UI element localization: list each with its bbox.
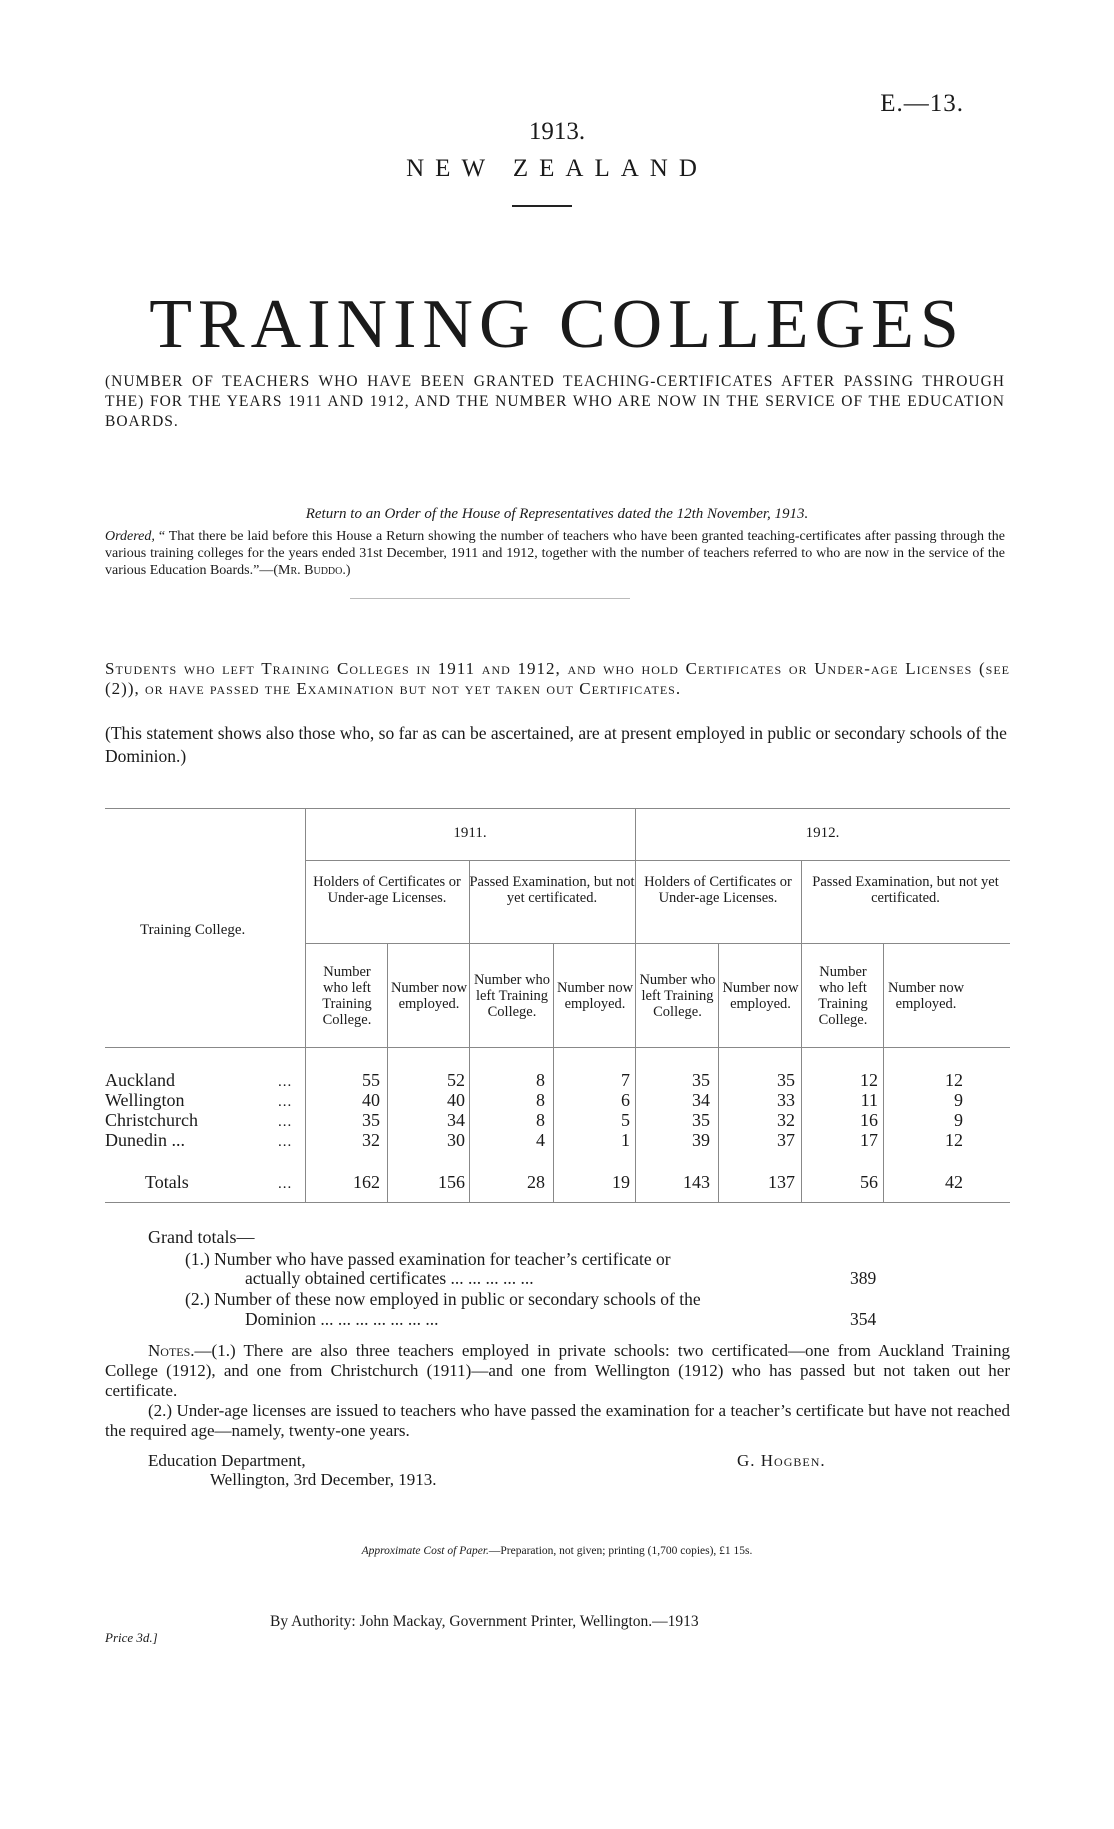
col-divider-group3 bbox=[801, 860, 802, 1202]
col-divider-sub1 bbox=[387, 943, 388, 1202]
group-header: Passed Examination, but not yet certificated. bbox=[812, 874, 999, 906]
col-divider-sub2 bbox=[553, 943, 554, 1202]
table-cell: 9 bbox=[954, 1090, 963, 1110]
printer-authority: By Authority: John Mackay, Government Printer, Wellington.—1913 bbox=[270, 1613, 699, 1630]
group-header: Passed Examination, but not yet certificated. bbox=[469, 874, 635, 906]
department-name: Education Department, bbox=[148, 1451, 306, 1470]
table-bottom-rule bbox=[105, 1202, 1010, 1203]
college-name: Auckland bbox=[105, 1070, 175, 1090]
table-cell: 8 bbox=[536, 1070, 545, 1090]
notes-text: —(1.) There are also three teachers employed in private schools: two certificated—one from Auckland Training College (1912), and one from Christchurch (1911)—and one from Wellington (1912) who has passed but not taken out her certificate. bbox=[105, 1341, 1010, 1400]
table-cell: 9 bbox=[954, 1110, 963, 1130]
group-header: Holders of Certificates or Under-age Licenses. bbox=[313, 874, 461, 906]
table-cell: 30 bbox=[447, 1130, 465, 1150]
totals-cell: 137 bbox=[768, 1172, 795, 1192]
table-cell: 35 bbox=[692, 1110, 710, 1130]
table-cell: 4 bbox=[536, 1130, 545, 1150]
table-cell: 40 bbox=[362, 1090, 380, 1110]
group-rule bbox=[305, 943, 1010, 944]
ordered-text: “ That there be laid before this House a Return showing the number of teachers who have been granted teaching-certificates after passing through the various training colleges for the years ended 31st December, 1911 and 1912, together with the number of teachers referred to who are now in the service of the various Education Boards.”—( bbox=[105, 529, 1005, 578]
year-1912-header: 1912. bbox=[805, 825, 840, 841]
col-divider-sub4 bbox=[883, 943, 884, 1202]
row-leader: ... bbox=[278, 1114, 293, 1130]
col-divider-college bbox=[305, 808, 306, 1202]
header-bottom-rule bbox=[105, 1047, 1010, 1048]
sub-header: Number who left Training College. bbox=[322, 964, 372, 1028]
totals-cell: 28 bbox=[527, 1172, 545, 1192]
grand-totals-title: Grand totals— bbox=[148, 1227, 255, 1247]
totals-leader: ... bbox=[278, 1176, 293, 1192]
grand-total-item1-value: 389 bbox=[850, 1268, 877, 1288]
sub-header: Number now employed. bbox=[722, 980, 799, 1012]
sub-header: Number who left Training College. bbox=[639, 972, 716, 1020]
cost-label: Approximate Cost of Paper. bbox=[361, 1545, 489, 1557]
grand-total-item1-line2: actually obtained certificates ... ... ... ... ... bbox=[245, 1268, 534, 1288]
totals-cell: 162 bbox=[353, 1172, 380, 1192]
table-cell: 5 bbox=[621, 1110, 630, 1130]
grand-total-item1-line1: (1.) Number who have passed examination for teacher’s certificate or bbox=[185, 1249, 671, 1269]
table-cell: 8 bbox=[536, 1090, 545, 1110]
table-cell: 8 bbox=[536, 1110, 545, 1130]
sub-header: Number who left Training College. bbox=[818, 964, 868, 1028]
college-name: Dunedin ... bbox=[105, 1130, 185, 1150]
table-cell: 1 bbox=[621, 1130, 630, 1150]
cost-text: —Preparation, not given; printing (1,700 copies), £1 15s. bbox=[488, 1545, 753, 1557]
price: Price 3d.] bbox=[105, 1630, 158, 1645]
group-header: Holders of Certificates or Under-age Licenses. bbox=[644, 874, 792, 906]
notes-label: Notes. bbox=[148, 1341, 195, 1360]
table-cell: 40 bbox=[447, 1090, 465, 1110]
year-1911-header: 1911. bbox=[453, 825, 487, 841]
ordered-mover: Mr. Buddo bbox=[278, 563, 343, 578]
table-cell: 12 bbox=[945, 1070, 963, 1090]
col-divider-sub3 bbox=[718, 943, 719, 1202]
table-cell: 11 bbox=[860, 1090, 878, 1110]
table-cell: 12 bbox=[945, 1130, 963, 1150]
totals-cell: 143 bbox=[683, 1172, 710, 1192]
ordered-paragraph bbox=[105, 528, 1005, 579]
table-cell: 16 bbox=[860, 1110, 878, 1130]
signature: G. Hogben. bbox=[737, 1451, 826, 1470]
table-cell: 12 bbox=[860, 1070, 878, 1090]
totals-cell: 19 bbox=[612, 1172, 630, 1192]
grand-total-item2-value: 354 bbox=[850, 1309, 877, 1329]
table-cell: 35 bbox=[362, 1110, 380, 1130]
sub-header: Number now employed. bbox=[556, 980, 634, 1012]
table-cell: 7 bbox=[621, 1070, 630, 1090]
document-reference: E.—13. bbox=[880, 90, 964, 117]
table-cell: 17 bbox=[860, 1130, 878, 1150]
table-cell: 33 bbox=[777, 1090, 795, 1110]
table-cell: 34 bbox=[692, 1090, 710, 1110]
table-cell: 55 bbox=[362, 1070, 380, 1090]
college-name: Christchurch bbox=[105, 1110, 198, 1130]
table-cell: 37 bbox=[777, 1130, 795, 1150]
table-cell: 32 bbox=[362, 1130, 380, 1150]
page-title: TRAINING COLLEGES bbox=[149, 286, 965, 363]
header-divider bbox=[512, 205, 572, 207]
table-cell: 35 bbox=[692, 1070, 710, 1090]
statement-note: (This statement shows also those who, so far as can be ascertained, are at present employed in public or secondary schools of the Dominion.) bbox=[105, 723, 1007, 766]
table-cell: 39 bbox=[692, 1130, 710, 1150]
country-heading: NEW ZEALAND bbox=[406, 155, 708, 182]
order-divider bbox=[350, 598, 630, 599]
return-order-line: Return to an Order of the House of Representatives dated the 12th November, 1913. bbox=[305, 506, 809, 522]
totals-cell: 42 bbox=[945, 1172, 963, 1192]
col-divider-year bbox=[635, 808, 636, 1202]
document-year: 1913. bbox=[528, 118, 586, 145]
table-cell: 6 bbox=[621, 1090, 630, 1110]
table-cell: 35 bbox=[777, 1070, 795, 1090]
grand-total-item2-line1: (2.) Number of these now employed in public or secondary schools of the bbox=[185, 1289, 701, 1309]
col-divider-group1 bbox=[469, 860, 470, 1202]
college-name: Wellington bbox=[105, 1090, 185, 1110]
grand-total-item2-line2: Dominion ... ... ... ... ... ... ... bbox=[245, 1309, 439, 1329]
totals-cell: 156 bbox=[438, 1172, 465, 1192]
notes-paragraph bbox=[105, 1341, 1010, 1441]
notes-text-2: (2.) Under-age licenses are issued to teachers who have passed the examination for a teacher’s certificate but have not reached the required age—namely, twenty-one years. bbox=[105, 1401, 1010, 1440]
row-leader: ... bbox=[278, 1094, 293, 1110]
college-column-header: Training College. bbox=[140, 922, 246, 938]
totals-label: Totals bbox=[145, 1172, 189, 1192]
table-top-rule bbox=[105, 808, 1010, 809]
statement-heading: Students who left Training Colleges in 1911 and 1912, and who hold Certificates or Under-age Licenses (see (2)), or have passed the Examination but not yet taken out Certificates. bbox=[105, 659, 1010, 698]
sub-header: Number who left Training College. bbox=[473, 972, 551, 1020]
year-rule bbox=[305, 860, 1010, 861]
ordered-end: .) bbox=[342, 563, 351, 578]
page-subtitle: (NUMBER OF TEACHERS WHO HAVE BEEN GRANTED TEACHING-CERTIFICATES AFTER PASSING THROUGH THE) FOR THE YEARS 1911 AND 1912, AND THE NUMBER WHO ARE NOW IN THE SERVICE OF THE EDUCATION BOARDS. bbox=[105, 373, 1005, 430]
cost-line bbox=[0, 1545, 1114, 1557]
row-leader: ... bbox=[278, 1074, 293, 1090]
sub-header: Number now employed. bbox=[390, 980, 468, 1012]
place-date: Wellington, 3rd December, 1913. bbox=[210, 1470, 437, 1489]
totals-cell: 56 bbox=[860, 1172, 878, 1192]
sub-header: Number now employed. bbox=[887, 980, 965, 1012]
table-cell: 52 bbox=[447, 1070, 465, 1090]
table-cell: 32 bbox=[777, 1110, 795, 1130]
ordered-label: Ordered, bbox=[105, 529, 155, 544]
row-leader: ... bbox=[278, 1134, 293, 1150]
table-cell: 34 bbox=[447, 1110, 465, 1130]
